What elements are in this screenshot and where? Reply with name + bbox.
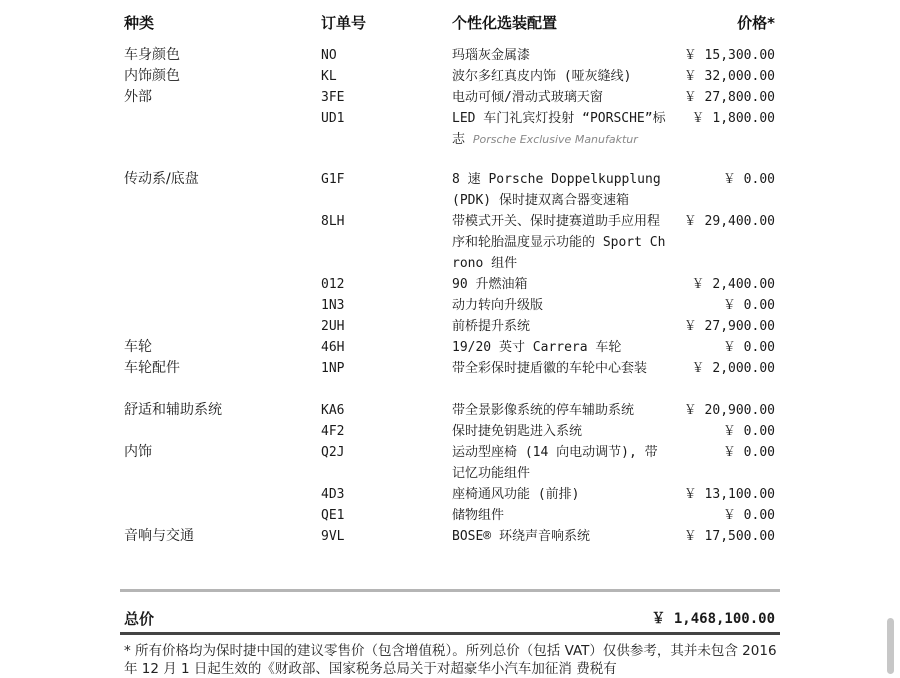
row-price: ￥ 0.00 — [722, 508, 775, 523]
row-category: 车轮 — [124, 339, 152, 355]
row-price: ￥ 29,400.00 — [683, 214, 775, 229]
row-description — [452, 87, 670, 108]
header-category: 种类 — [124, 14, 155, 32]
row-category: 传动系/底盘 — [124, 171, 199, 187]
row-category: 车身颜色 — [124, 47, 180, 63]
row-description-text: 保时捷免钥匙进入系统 — [452, 424, 583, 439]
row-description-text: 8 速 Porsche Doppelkupplung (PDK) 保时捷双离合器变速箱 — [452, 172, 661, 208]
row-description-text: 玛瑙灰金属漆 — [452, 48, 531, 63]
divider — [120, 589, 780, 592]
row-category: 音响与交通 — [124, 528, 194, 544]
row-description — [452, 484, 670, 505]
row-description — [452, 400, 670, 421]
row-category: 外部 — [124, 89, 152, 105]
footnote: * 所有价格均为保时捷中国的建议零售价（包含增值税）。所列总价（包括 VAT）仅供参考，其并未包含 2016 年 12 月 1 日起生效的《财政部、国家税务总局关于对超豪华小汽车加征消 费税有 — [124, 643, 777, 677]
row-price: ￥ 0.00 — [722, 445, 775, 460]
row-description-text: 90 升燃油箱 — [452, 277, 528, 292]
row-category: 内饰颜色 — [124, 68, 180, 84]
row-description — [452, 337, 670, 358]
row-description — [452, 274, 670, 295]
row-description — [452, 169, 670, 211]
row-description-text: LED 车门礼宾灯投射 “PORSCHE”标志 — [452, 111, 666, 147]
row-order-code: G1F — [321, 172, 345, 187]
row-description-text: BOSE® 环绕声音响系统 — [452, 529, 590, 544]
row-price: ￥ 0.00 — [722, 298, 775, 313]
row-description — [452, 526, 670, 547]
row-price: ￥ 0.00 — [722, 340, 775, 355]
row-description-text: 储物组件 — [452, 508, 505, 523]
row-order-code: 46H — [321, 340, 345, 355]
row-order-code: KA6 — [321, 403, 345, 418]
total-value: ￥ 1,468,100.00 — [651, 611, 775, 627]
row-price: ￥ 32,000.00 — [683, 69, 775, 84]
row-description-text: 电动可倾/滑动式玻璃天窗 — [452, 90, 603, 105]
row-description-note: Porsche Exclusive Manufaktur — [472, 133, 638, 146]
row-description-text: 波尔多红真皮内饰 (哑灰缝线) — [452, 69, 632, 84]
row-description — [452, 295, 670, 316]
row-description-text: 前桥提升系统 — [452, 319, 531, 334]
row-description-text: 带全景影像系统的停车辅助系统 — [452, 403, 635, 418]
row-description-text: 带模式开关、保时捷赛道助手应用程序和轮胎温度显示功能的 Sport Chrono 组件 — [452, 214, 666, 271]
row-order-code: 4F2 — [321, 424, 345, 439]
row-price: ￥ 0.00 — [722, 172, 775, 187]
row-order-code: 012 — [321, 277, 345, 292]
row-description-text: 运动型座椅 (14 向电动调节), 带记忆功能组件 — [452, 445, 658, 481]
row-description — [452, 316, 670, 337]
row-price: ￥ 27,900.00 — [683, 319, 775, 334]
row-description — [452, 505, 670, 526]
row-price: ￥ 13,100.00 — [683, 487, 775, 502]
header-order-code: 订单号 — [321, 14, 367, 32]
row-price: ￥ 0.00 — [722, 424, 775, 439]
row-description-text: 动力转向升级版 — [452, 298, 544, 313]
row-description — [452, 66, 670, 87]
row-price: ￥ 27,800.00 — [683, 90, 775, 105]
row-order-code: Q2J — [321, 445, 345, 460]
header-price: 价格* — [737, 14, 775, 32]
row-price: ￥ 2,000.00 — [691, 361, 775, 376]
row-order-code: 3FE — [321, 90, 345, 105]
row-order-code: UD1 — [321, 111, 345, 126]
header-config: 个性化选装配置 — [452, 14, 558, 32]
row-description-text: 19/20 英寸 Carrera 车轮 — [452, 340, 622, 355]
row-order-code: 1NP — [321, 361, 345, 376]
row-category: 舒适和辅助系统 — [124, 402, 222, 418]
row-description — [452, 45, 670, 66]
row-category: 内饰 — [124, 444, 152, 460]
row-description — [452, 108, 670, 150]
row-description-text: 带全彩保时捷盾徽的车轮中心套装 — [452, 361, 648, 376]
row-order-code: 9VL — [321, 529, 345, 544]
row-order-code: KL — [321, 69, 337, 84]
row-category: 车轮配件 — [124, 360, 180, 376]
row-price: ￥ 20,900.00 — [683, 403, 775, 418]
row-description — [452, 211, 670, 274]
row-description-text: 座椅通风功能 (前排) — [452, 487, 580, 502]
row-description — [452, 421, 670, 442]
total-label: 总价 — [124, 610, 155, 628]
scrollbar[interactable] — [887, 618, 894, 674]
row-price: ￥ 17,500.00 — [683, 529, 775, 544]
row-price: ￥ 2,400.00 — [691, 277, 775, 292]
row-order-code: QE1 — [321, 508, 345, 523]
row-order-code: 4D3 — [321, 487, 345, 502]
row-order-code: NO — [321, 48, 337, 63]
row-description — [452, 442, 670, 484]
row-order-code: 1N3 — [321, 298, 345, 313]
row-price: ￥ 1,800.00 — [691, 111, 775, 126]
row-price: ￥ 15,300.00 — [683, 48, 775, 63]
divider — [120, 632, 780, 635]
row-order-code: 8LH — [321, 214, 345, 229]
row-description — [452, 358, 670, 379]
row-order-code: 2UH — [321, 319, 345, 334]
